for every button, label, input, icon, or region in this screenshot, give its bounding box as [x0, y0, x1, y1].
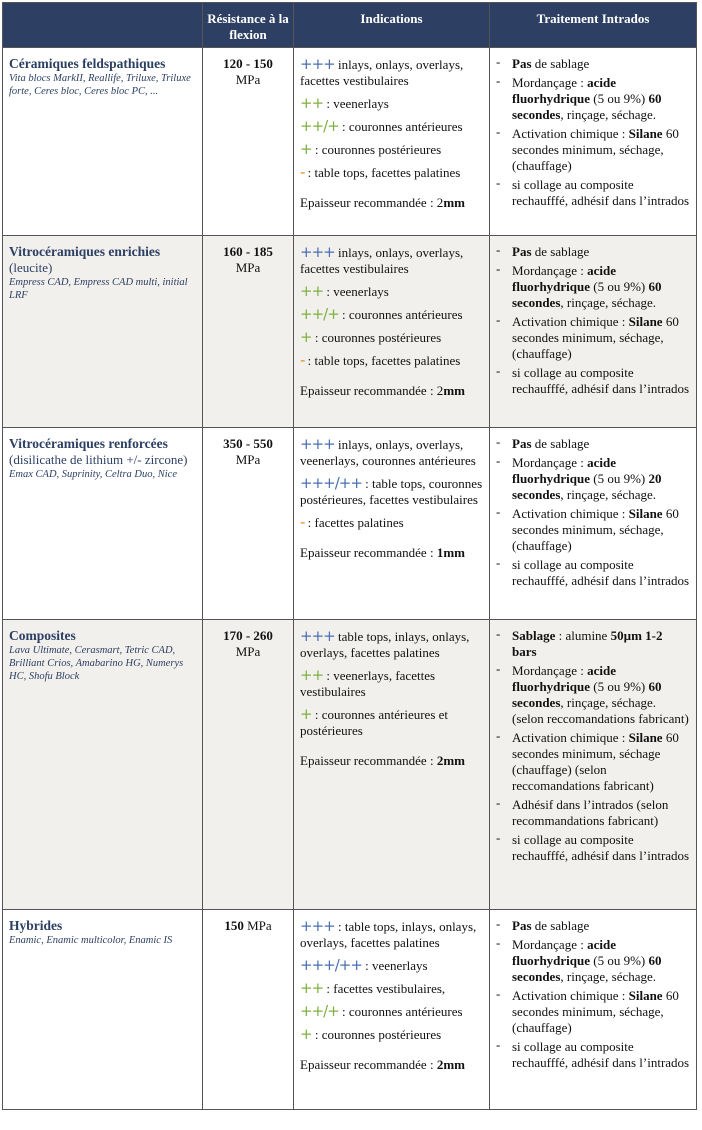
treatment-text: (5 ou 9%): [590, 91, 649, 106]
thickness-label: Epaisseur recommandée : 2: [300, 195, 444, 210]
treatment-step: [496, 75, 690, 123]
header-indications: Indications: [294, 3, 490, 48]
treatment-text: 20 secondes: [512, 471, 662, 502]
indication-text: : veenerlays: [323, 96, 389, 111]
indication-level: ++/+: [300, 305, 339, 323]
treatment-text: 60 secondes: [512, 279, 662, 310]
treatment-cell: [490, 236, 697, 428]
indication-level: +: [300, 140, 312, 158]
indication-text: : couronnes postérieures: [311, 330, 442, 345]
indication-text: inlays, onlays, overlays, veenerlays, couronnes antérieures: [300, 437, 476, 468]
thickness-label: Epaisseur recommandée : 2: [300, 383, 444, 398]
dash-bullet-icon: -: [496, 312, 501, 327]
table-row: [3, 910, 697, 1110]
treatment-text: Sablage: [512, 628, 556, 643]
indication-level: +++: [300, 55, 335, 73]
dash-bullet-icon: -: [496, 1037, 501, 1052]
treatment-text: acide fluorhydrique: [512, 263, 616, 294]
dash-bullet-icon: -: [496, 242, 501, 257]
treatment-text: 60 secondes: [512, 91, 662, 122]
indication-level: +: [300, 328, 312, 346]
indication-item: [300, 706, 483, 739]
treatment-cell: [490, 48, 697, 236]
thickness-label: Epaisseur recommandée :: [300, 545, 437, 560]
indications-cell: [294, 48, 490, 236]
dash-bullet-icon: -: [496, 935, 501, 950]
recommended-thickness: [300, 545, 483, 561]
indication-text: : table tops, facettes palatines: [304, 165, 461, 180]
indication-level: +: [300, 1025, 312, 1043]
treatment-text: 60 secondes minimum, séchage, (chauffage): [512, 988, 679, 1035]
indication-level: +: [300, 705, 312, 723]
treatment-step: [496, 177, 690, 209]
indication-text: : veenerlays, facettes vestibulaires: [300, 668, 436, 699]
resistance-unit: MPa: [243, 918, 272, 933]
treatment-text: de sablage: [531, 918, 590, 933]
resistance-value: 170 - 260: [223, 628, 273, 643]
indication-text: inlays, onlays, overlays, facettes vestibulaires: [300, 245, 464, 276]
indication-text: : table tops, facettes palatines: [304, 353, 461, 368]
indications-cell: [294, 236, 490, 428]
treatment-text: Activation chimique :: [512, 314, 629, 329]
treatment-text: Activation chimique :: [512, 988, 629, 1003]
indication-item: [300, 1003, 483, 1020]
thickness-label: Epaisseur recommandée :: [300, 753, 437, 768]
header-resistance: Résistance à la flexion: [203, 3, 294, 48]
treatment-step: [496, 455, 690, 503]
indication-level: -: [300, 163, 305, 181]
treatment-text: Mordançage :: [512, 663, 588, 678]
treatment-text: (5 ou 9%): [590, 679, 649, 694]
treatment-text: Silane: [628, 730, 663, 745]
treatment-list: [496, 918, 690, 1071]
treatment-text: Activation chimique :: [512, 506, 629, 521]
indication-text: : facettes vestibulaires,: [323, 981, 446, 996]
treatment-text: Pas: [512, 244, 532, 259]
dash-bullet-icon: -: [496, 795, 501, 810]
treatment-step: [496, 988, 690, 1036]
indication-item: [300, 329, 483, 346]
dash-bullet-icon: -: [496, 504, 501, 519]
indications-cell: [294, 910, 490, 1110]
dash-bullet-icon: -: [496, 626, 501, 641]
dash-bullet-icon: -: [496, 261, 501, 276]
treatment-list: [496, 628, 690, 864]
treatment-text: , rinçage, séchage.: [560, 969, 657, 984]
recommended-thickness: [300, 383, 483, 399]
treatment-text: (5 ou 9%): [590, 279, 649, 294]
material-subtitle: (disilicathe de lithium +/- zircone): [9, 452, 188, 467]
dash-bullet-icon: -: [496, 73, 501, 88]
thickness-label: Epaisseur recommandée :: [300, 1057, 437, 1072]
dash-bullet-icon: -: [496, 728, 501, 743]
treatment-list: [496, 56, 690, 209]
treatment-text: , rinçage, séchage.: [560, 107, 657, 122]
material-name: Vitrocéramiques enrichies: [9, 244, 161, 259]
indication-item: [300, 306, 483, 323]
treatment-step: [496, 126, 690, 174]
resistance-value: 160 - 185: [223, 244, 273, 259]
indication-level: +++/++: [300, 956, 362, 974]
material-name: Hybrides: [9, 918, 63, 933]
material-name: Céramiques feldspathiques: [9, 56, 166, 71]
treatment-text: acide fluorhydrique: [512, 937, 616, 968]
resistance-cell: [203, 910, 294, 1110]
thickness-value: 2mm: [436, 753, 465, 768]
indication-level: ++/+: [300, 117, 339, 135]
treatment-step: [496, 436, 690, 452]
indication-item: [300, 957, 483, 974]
treatment-text: si collage au composite rechaufffé, adhésif dans l’intrados: [512, 177, 690, 208]
treatment-text: Activation chimique :: [512, 730, 629, 745]
treatment-step: [496, 365, 690, 397]
indication-text: : table tops, inlays, onlays, overlays, facettes palatines: [300, 919, 477, 950]
material-name: Vitrocéramiques renforcées: [9, 436, 168, 451]
indication-item: [300, 118, 483, 135]
indication-text: : veenerlays: [361, 958, 428, 973]
indication-item: [300, 56, 483, 89]
treatment-step: [496, 663, 690, 727]
indication-item: [300, 164, 483, 181]
indication-level: ++: [300, 666, 324, 684]
treatment-step: [496, 797, 690, 829]
resistance-value: 150: [224, 918, 244, 933]
treatment-step: [496, 832, 690, 864]
indication-text: : couronnes postérieures: [311, 142, 442, 157]
thickness-value: 1mm: [436, 545, 465, 560]
dash-bullet-icon: -: [496, 986, 501, 1001]
material-brands: Emax CAD, Suprinity, Celtra Duo, Nice: [9, 469, 177, 480]
resistance-cell: [203, 48, 294, 236]
treatment-text: si collage au composite rechaufffé, adhésif dans l’intrados: [512, 557, 690, 588]
treatment-text: , rinçage, séchage.: [560, 295, 657, 310]
material-brands: Lava Ultimate, Cerasmart, Tetric CAD, Brilliant Crios, Amabarino HG, Numerys HC, Shofu Block: [9, 645, 184, 682]
dash-bullet-icon: -: [496, 175, 501, 190]
treatment-text: 60 secondes: [512, 953, 662, 984]
treatment-text: si collage au composite rechaufffé, adhésif dans l’intrados: [512, 832, 690, 863]
dash-bullet-icon: -: [496, 434, 501, 449]
resistance-cell: [203, 236, 294, 428]
resistance-value: 350 - 550: [223, 436, 273, 451]
dash-bullet-icon: -: [496, 54, 501, 69]
indication-text: : veenerlays: [323, 284, 389, 299]
indication-text: : couronnes antérieures et postérieures: [300, 707, 449, 738]
indication-text: table tops, inlays, onlays, overlays, facettes palatines: [300, 629, 470, 660]
treatment-step: [496, 506, 690, 554]
treatment-text: 60 secondes minimum, séchage, (chauffage): [512, 506, 679, 553]
indication-item: [300, 475, 483, 508]
treatment-cell: [490, 428, 697, 620]
treatment-text: de sablage: [531, 244, 590, 259]
dash-bullet-icon: -: [496, 453, 501, 468]
indication-item: [300, 667, 483, 700]
resistance-unit: MPa: [235, 260, 261, 275]
material-brands: Vita blocs MarkII, Reallife, Triluxe, Triluxe forte, Ceres bloc, Ceres bloc PC, ...: [9, 73, 191, 97]
indication-text: inlays, onlays, overlays, facettes vestibulaires: [300, 57, 464, 88]
indication-item: [300, 283, 483, 300]
indication-text: : couronnes antérieures: [338, 119, 463, 134]
treatment-text: : alumine: [555, 628, 611, 643]
table-row: [3, 48, 697, 236]
treatment-text: Mordançage :: [512, 75, 588, 90]
indication-item: [300, 436, 483, 469]
treatment-text: acide fluorhydrique: [512, 455, 616, 486]
header-material: [3, 3, 203, 48]
treatment-text: Pas: [512, 436, 532, 451]
treatment-text: 50µm 1-2 bars: [512, 628, 663, 659]
treatment-text: Silane: [628, 126, 663, 141]
table-row: [3, 620, 697, 910]
treatment-text: de sablage: [531, 56, 590, 71]
indication-item: [300, 141, 483, 158]
material-cell: [3, 428, 203, 620]
indication-text: : table tops, couronnes postérieures, facettes vestibulaires: [300, 476, 483, 507]
resistance-value: 120 - 150: [223, 56, 273, 71]
material-name: Composites: [9, 628, 76, 643]
treatment-text: Pas: [512, 918, 532, 933]
indication-item: [300, 628, 483, 661]
treatment-step: [496, 628, 690, 660]
materials-table: [2, 2, 697, 1110]
treatment-text: Silane: [628, 506, 663, 521]
treatment-text: (5 ou 9%): [590, 471, 649, 486]
indication-item: [300, 244, 483, 277]
indication-level: -: [300, 513, 305, 531]
indications-cell: [294, 620, 490, 910]
indication-level: ++/+: [300, 1002, 339, 1020]
thickness-value: mm: [443, 195, 465, 210]
material-brands: Empress CAD, Empress CAD multi, initial LRF: [9, 277, 188, 301]
treatment-step: [496, 263, 690, 311]
treatment-text: acide fluorhydrique: [512, 75, 616, 106]
indication-item: [300, 95, 483, 112]
resistance-unit: MPa: [235, 72, 261, 87]
treatment-text: 60 secondes minimum, séchage, (chauffage): [512, 314, 679, 361]
dash-bullet-icon: -: [496, 555, 501, 570]
dash-bullet-icon: -: [496, 916, 501, 931]
treatment-list: [496, 436, 690, 589]
thickness-value: 2mm: [436, 1057, 465, 1072]
treatment-text: Mordançage :: [512, 937, 588, 952]
treatment-text: Pas: [512, 56, 532, 71]
treatment-text: de sablage: [531, 436, 590, 451]
treatment-cell: [490, 910, 697, 1110]
dash-bullet-icon: -: [496, 124, 501, 139]
treatment-text: , rinçage, séchage.: [560, 487, 657, 502]
indication-level: ++: [300, 94, 324, 112]
treatment-text: Silane: [628, 988, 663, 1003]
treatment-text: Silane: [628, 314, 663, 329]
indication-text: : facettes palatines: [304, 515, 404, 530]
treatment-text: 60 secondes minimum, séchage (chauffage) (selon reccomandations fabricant): [512, 730, 679, 793]
dash-bullet-icon: -: [496, 830, 501, 845]
treatment-text: (5 ou 9%): [590, 953, 649, 968]
header-row: [3, 3, 697, 48]
treatment-step: [496, 557, 690, 589]
indication-item: [300, 918, 483, 951]
indication-text: : couronnes antérieures: [338, 307, 463, 322]
dash-bullet-icon: -: [496, 363, 501, 378]
treatment-text: acide fluorhydrique: [512, 663, 616, 694]
indication-item: [300, 1026, 483, 1043]
treatment-text: si collage au composite rechaufffé, adhésif dans l’intrados: [512, 1039, 690, 1070]
treatment-text: Adhésif dans l’intrados (selon recommandations fabricant): [512, 797, 669, 828]
indication-level: -: [300, 351, 305, 369]
indication-level: +++: [300, 627, 335, 645]
treatment-step: [496, 730, 690, 794]
indication-level: ++: [300, 979, 324, 997]
treatment-text: Activation chimique :: [512, 126, 629, 141]
treatment-step: [496, 937, 690, 985]
table-row: [3, 236, 697, 428]
treatment-cell: [490, 620, 697, 910]
indication-level: +++: [300, 435, 335, 453]
indications-cell: [294, 428, 490, 620]
resistance-unit: MPa: [235, 452, 261, 467]
material-brands: Enamic, Enamic multicolor, Enamic IS: [9, 935, 173, 946]
recommended-thickness: [300, 753, 483, 769]
resistance-cell: [203, 428, 294, 620]
material-cell: [3, 48, 203, 236]
treatment-step: [496, 56, 690, 72]
material-cell: [3, 910, 203, 1110]
table-row: [3, 428, 697, 620]
recommended-thickness: [300, 1057, 483, 1073]
indication-level: +++: [300, 917, 335, 935]
treatment-text: Mordançage :: [512, 263, 588, 278]
treatment-text: 60 secondes: [512, 679, 662, 710]
material-cell: [3, 236, 203, 428]
treatment-text: Mordançage :: [512, 455, 588, 470]
treatment-step: [496, 1039, 690, 1071]
indication-text: : couronnes antérieures: [338, 1004, 463, 1019]
treatment-text: si collage au composite rechaufffé, adhésif dans l’intrados: [512, 365, 690, 396]
indication-item: [300, 352, 483, 369]
indication-level: ++: [300, 282, 324, 300]
treatment-text: 60 secondes minimum, séchage, (chauffage): [512, 126, 679, 173]
header-treatment: Traitement Intrados: [490, 3, 697, 48]
treatment-step: [496, 918, 690, 934]
indication-level: +++: [300, 243, 335, 261]
indication-text: : couronnes postérieures: [311, 1027, 442, 1042]
indication-item: [300, 514, 483, 531]
treatment-text: , rinçage, séchage. (selon reccomandations fabricant): [512, 695, 689, 726]
resistance-cell: [203, 620, 294, 910]
material-subtitle: (leucite): [9, 260, 53, 275]
treatment-step: [496, 314, 690, 362]
resistance-unit: MPa: [235, 644, 261, 659]
thickness-value: mm: [443, 383, 465, 398]
treatment-step: [496, 244, 690, 260]
recommended-thickness: [300, 195, 483, 211]
dash-bullet-icon: -: [496, 661, 501, 676]
indication-item: [300, 980, 483, 997]
material-cell: [3, 620, 203, 910]
treatment-list: [496, 244, 690, 397]
indication-level: +++/++: [300, 474, 362, 492]
